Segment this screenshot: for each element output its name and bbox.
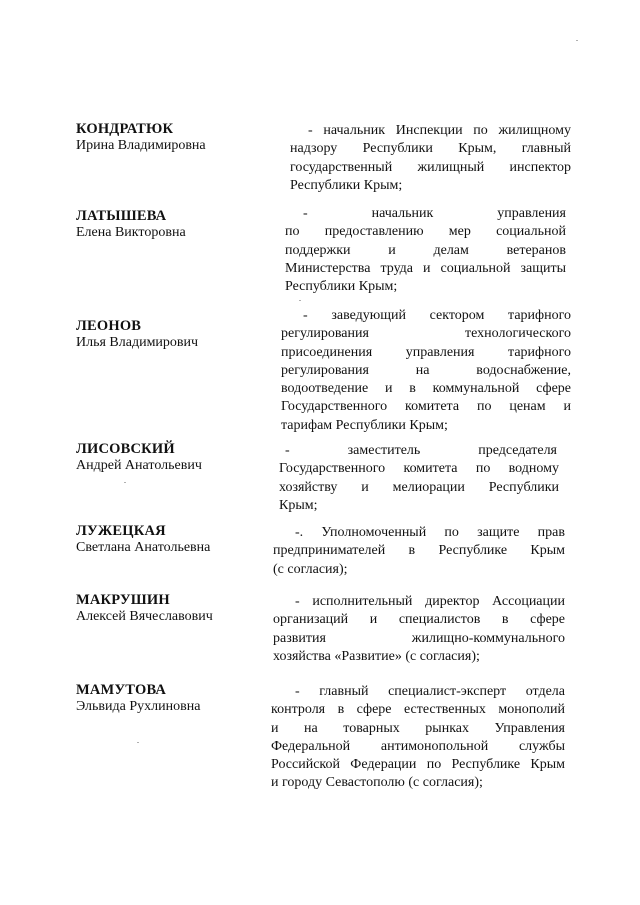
member-role — [271, 683, 565, 793]
role-line: по предоставлению мер социальной — [285, 224, 566, 240]
member-surname: ЛУЖЕЦКАЯ — [76, 523, 166, 539]
role-line: Федеральной антимонопольной службы — [271, 738, 565, 754]
role-line: - главный специалист-эксперт отдела — [295, 684, 565, 699]
member-given-name: Андрей Анатольевич — [76, 457, 202, 473]
role-line: - исполнительный директор Ассоциации — [295, 594, 565, 609]
role-line: Российской Федерации по Республике Крым — [271, 757, 565, 773]
member-name-block — [76, 524, 266, 555]
role-line: хозяйства «Развитие» (с согласия); — [273, 648, 480, 664]
member-role — [281, 307, 571, 435]
role-line: организаций и специалистов в сфере — [273, 612, 565, 628]
role-line: Республики Крым; — [285, 279, 398, 295]
member-surname: МАКРУШИН — [76, 592, 170, 608]
member-surname: МАМУТОВА — [76, 682, 167, 698]
role-line: присоединения управления тарифного — [281, 344, 571, 360]
role-line: регулирования на водоснабжение, — [281, 362, 571, 378]
role-line: (с согласия); — [273, 561, 348, 577]
member-role — [285, 205, 566, 296]
member-given-name: Илья Владимирович — [76, 334, 199, 350]
role-line: Министерства труда и социальной защиты — [285, 260, 566, 276]
member-surname: КОНДРАТЮК — [76, 121, 174, 137]
member-given-name: Ирина Владимировна — [76, 137, 206, 153]
role-line: и городу Севастополю (с согласия); — [271, 775, 483, 791]
role-line: и на товарных рынках Управления — [271, 720, 565, 736]
role-line: контроля в сфере естественных монополий — [271, 702, 565, 718]
member-given-name: Алексей Вячеславович — [76, 608, 213, 624]
member-name-block — [76, 593, 266, 624]
role-line: поддержки и делам ветеранов — [285, 242, 566, 258]
member-name-block — [76, 319, 266, 350]
role-line: Государственного комитета по водному — [279, 461, 559, 477]
role-line: водоотведение и в коммунальной сфере — [281, 381, 571, 397]
member-role — [273, 524, 565, 579]
scan-speck — [299, 300, 301, 301]
role-line: -. Уполномоченный по защите прав — [295, 525, 565, 540]
member-given-name: Светлана Анатольевна — [76, 539, 211, 555]
member-name-block — [76, 683, 266, 714]
member-role — [290, 122, 571, 195]
member-name-block — [76, 209, 266, 240]
role-line: регулирования технологического — [281, 326, 571, 342]
role-line: - начальник управления — [303, 206, 566, 221]
member-surname: ЛИСОВСКИЙ — [76, 441, 175, 457]
role-line: тарифам Республики Крым; — [281, 417, 448, 433]
role-line: развития жилищно-коммунального — [273, 630, 565, 646]
role-line: Крым; — [279, 497, 318, 513]
scan-speck — [576, 40, 578, 41]
scan-speck — [137, 742, 139, 743]
role-line: государственный жилищный инспектор — [290, 159, 571, 175]
scan-speck — [124, 482, 126, 483]
role-line: предпринимателей в Республике Крым — [273, 543, 565, 559]
role-line: Государственного комитета по ценам и — [281, 399, 571, 415]
member-name-block — [76, 122, 266, 153]
member-surname: ЛАТЫШЕВА — [76, 208, 167, 224]
member-given-name: Елена Викторовна — [76, 224, 186, 240]
member-role — [273, 593, 565, 666]
role-line: надзору Республики Крым, главный — [290, 141, 571, 157]
member-role — [279, 442, 559, 515]
role-line: - заведующий сектором тарифного — [303, 308, 571, 323]
member-name-block — [76, 442, 266, 473]
role-line: Республики Крым; — [290, 177, 403, 193]
member-given-name: Эльвида Рухлиновна — [76, 698, 201, 714]
role-line: - начальник Инспекции по жилищному — [308, 123, 571, 138]
member-surname: ЛЕОНОВ — [76, 318, 142, 334]
role-line: - заместитель председателя — [285, 443, 557, 458]
role-line: хозяйству и мелиорации Республики — [279, 479, 559, 495]
